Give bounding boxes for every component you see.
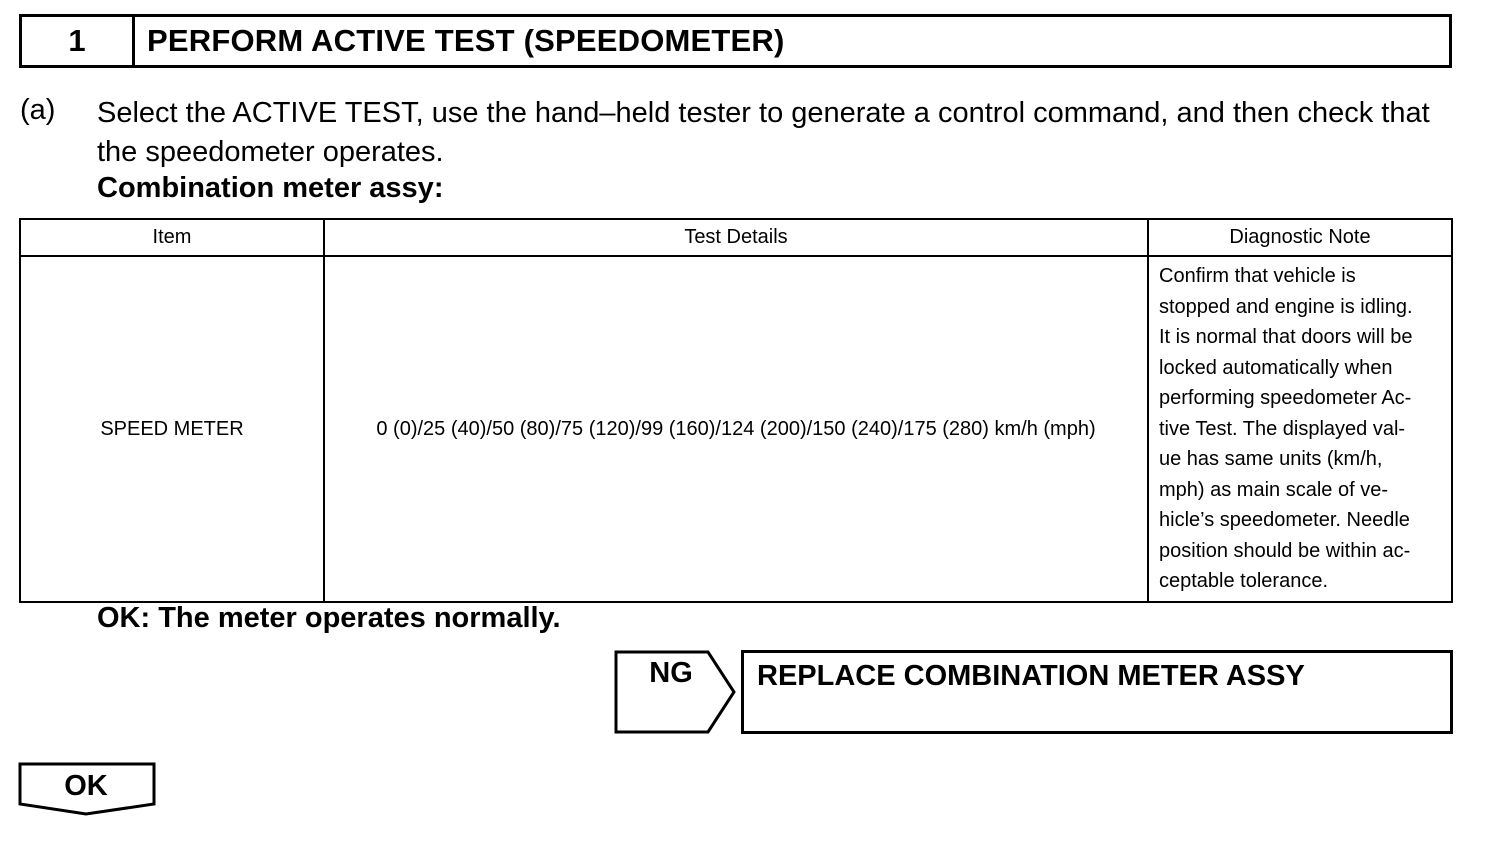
note-line: performing speedometer Ac- bbox=[1159, 387, 1412, 409]
ng-label: NG bbox=[649, 657, 693, 689]
step-title: PERFORM ACTIVE TEST (SPEEDOMETER) bbox=[147, 23, 785, 58]
note-line: Confirm that vehicle is bbox=[1159, 265, 1356, 287]
cell-diagnostic-note bbox=[1148, 256, 1452, 602]
note-line: hicle’s speedometer. Needle bbox=[1159, 509, 1410, 531]
note-line: stopped and engine is idling. bbox=[1159, 295, 1413, 318]
header-test-details: Test Details bbox=[324, 219, 1148, 256]
cell-test-details: 0 (0)/25 (40)/50 (80)/75 (120)/99 (160)/124 (200)/150 (240)/175 (280) km/h (mph) bbox=[324, 256, 1148, 602]
instruction-label: (a) bbox=[20, 94, 56, 126]
active-test-table bbox=[19, 218, 1453, 603]
note-line: ue has same units (km/h, bbox=[1159, 448, 1383, 470]
note-line: ceptable tolerance. bbox=[1159, 570, 1329, 592]
ok-label: OK bbox=[64, 770, 108, 802]
note-line: position should be within ac- bbox=[1159, 539, 1411, 562]
ok-result-text: OK: The meter operates normally. bbox=[97, 602, 561, 634]
component-subheading: Combination meter assy: bbox=[97, 172, 444, 204]
ng-action-box bbox=[741, 650, 1453, 734]
instruction-text: Select the ACTIVE TEST, use the hand–held tester to generate a control command, and then check that the speedometer operates. bbox=[97, 97, 1430, 168]
step-number: 1 bbox=[22, 17, 135, 65]
note-line: locked automatically when bbox=[1159, 356, 1393, 379]
table-row bbox=[20, 256, 1452, 602]
note-line: mph) as main scale of ve- bbox=[1159, 478, 1388, 501]
table-header-row bbox=[20, 219, 1452, 256]
header-item: Item bbox=[20, 219, 324, 256]
ng-action-text: REPLACE COMBINATION METER ASSY bbox=[757, 660, 1305, 692]
step-header bbox=[19, 14, 1452, 68]
note-line: It is normal that doors will be bbox=[1159, 326, 1413, 348]
header-diagnostic-note: Diagnostic Note bbox=[1148, 219, 1452, 256]
cell-item: SPEED METER bbox=[20, 256, 324, 602]
note-line: tive Test. The displayed val- bbox=[1159, 417, 1406, 440]
